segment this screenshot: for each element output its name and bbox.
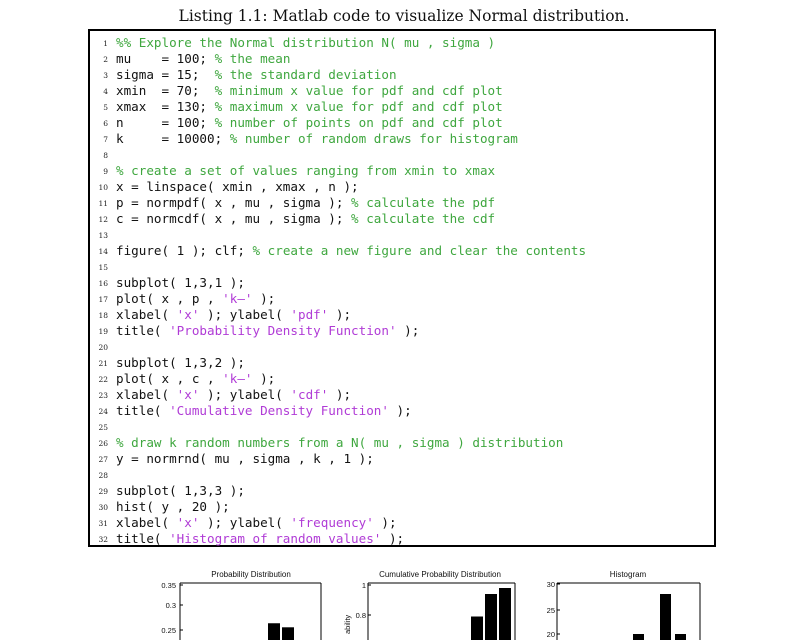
code-token-comment: % create a set of values ranging from xmin to xmax (116, 163, 496, 178)
y-tick-label: 0.8 (355, 611, 366, 620)
code-line (90, 35, 716, 51)
code-text (116, 291, 275, 307)
listing-caption: Listing 1.1: Matlab code to visualize Normal distribution. (178, 7, 630, 25)
code-token-plain: xlabel( (116, 387, 177, 402)
code-token-plain: xmin = 70; (116, 83, 215, 98)
histogram-bar (282, 627, 294, 640)
histogram-bar (499, 588, 511, 640)
code-line (90, 371, 716, 387)
code-token-string: 'pdf' (290, 307, 329, 322)
code-text (116, 499, 230, 515)
code-token-string: 'x' (176, 387, 200, 402)
line-number: 28 (98, 471, 108, 480)
code-token-plain: plot( x , c , (116, 371, 223, 386)
code-token-plain: ); (396, 323, 420, 338)
code-token-plain: sigma = 15; (116, 67, 215, 82)
code-line (90, 227, 716, 243)
code-token-comment: % number of points on pdf and cdf plot (214, 115, 503, 130)
code-text (116, 435, 563, 451)
code-token-comment: % maximum x value for pdf and cdf plot (214, 99, 503, 114)
line-number: 15 (98, 263, 108, 272)
code-text (116, 211, 495, 227)
code-token-comment: % minimum x value for pdf and cdf plot (214, 83, 503, 98)
code-line (90, 451, 716, 467)
code-line (90, 387, 716, 403)
histogram-bar (633, 634, 644, 640)
code-token-plain: ); (381, 531, 405, 546)
code-token-string: 'k—' (222, 371, 253, 386)
code-line (90, 275, 716, 291)
code-token-plain: ); ylabel( (199, 307, 291, 322)
code-token-string: 'Probability Density Function' (169, 323, 397, 338)
code-line (90, 195, 716, 211)
line-number: 25 (98, 423, 108, 432)
code-token-plain: title( (116, 531, 170, 546)
y-tick-label: 1 (361, 581, 366, 590)
y-tick-label: 0.35 (161, 581, 176, 590)
code-text (116, 307, 351, 323)
code-token-plain: subplot( 1,3,3 ); (116, 483, 245, 498)
code-text (116, 51, 290, 67)
code-text (116, 179, 359, 195)
histogram-bar (675, 634, 686, 640)
line-number: 19 (98, 327, 108, 336)
y-tick-label: 30 (546, 580, 555, 589)
code-line (90, 259, 716, 275)
code-token-comment: % the standard deviation (214, 67, 397, 82)
code-line (90, 131, 716, 147)
code-line (90, 291, 716, 307)
code-text (116, 99, 503, 115)
code-line (90, 355, 716, 371)
code-text (116, 371, 275, 387)
line-number: 5 (103, 103, 108, 112)
code-text (116, 515, 397, 531)
line-number: 27 (98, 455, 108, 464)
code-token-string: 'k—' (222, 291, 253, 306)
code-token-plain: p = normpdf( x , mu , sigma ); (116, 195, 352, 210)
chart-title: Cumulative Probability Distribution (379, 570, 501, 579)
code-line (90, 467, 716, 483)
code-line (90, 243, 716, 259)
line-number: 21 (98, 359, 108, 368)
line-number: 3 (103, 71, 108, 80)
line-number: 8 (103, 151, 108, 160)
code-token-plain: xlabel( (116, 515, 177, 530)
line-number: 31 (98, 519, 108, 528)
code-token-plain: ); (388, 403, 412, 418)
code-line (90, 435, 716, 451)
code-token-plain: mu = 100; (116, 51, 215, 66)
line-number: 11 (98, 199, 108, 208)
line-number: 6 (103, 119, 108, 128)
y-tick-label: 20 (546, 630, 555, 639)
code-token-plain: xmax = 130; (116, 99, 215, 114)
code-text (116, 387, 351, 403)
code-token-plain: c = normcdf( x , mu , sigma ); (116, 211, 352, 226)
code-text (116, 195, 495, 211)
code-token-comment: % calculate the cdf (351, 211, 496, 226)
code-listing (88, 29, 716, 547)
line-number: 23 (98, 391, 108, 400)
code-token-plain: ); (252, 371, 276, 386)
code-token-comment: % draw k random numbers from a N( mu , sigma ) distribution (116, 435, 564, 450)
code-token-plain: ); ylabel( (199, 387, 291, 402)
code-token-plain: ); (252, 291, 276, 306)
histogram-bar (471, 617, 483, 640)
code-line (90, 211, 716, 227)
line-number: 22 (98, 375, 108, 384)
histogram-bar (485, 594, 497, 640)
code-text (116, 243, 586, 259)
line-number: 1 (103, 39, 108, 48)
code-text (116, 451, 374, 467)
code-line (90, 83, 716, 99)
code-token-comment: % create a new figure and clear the contents (252, 243, 587, 258)
histogram-bar (268, 623, 280, 640)
code-line (90, 147, 716, 163)
code-text (116, 131, 518, 147)
code-token-plain: ); (373, 515, 397, 530)
code-token-plain: subplot( 1,3,2 ); (116, 355, 245, 370)
code-line (90, 163, 716, 179)
code-line (90, 403, 716, 419)
code-text (116, 275, 245, 291)
code-token-string: 'cdf' (290, 387, 329, 402)
code-line (90, 307, 716, 323)
code-token-comment: % calculate the pdf (351, 195, 496, 210)
code-text (116, 531, 404, 547)
code-token-plain: hist( y , 20 ); (116, 499, 230, 514)
code-text (116, 35, 495, 51)
code-line (90, 499, 716, 515)
code-text (116, 115, 503, 131)
line-number: 9 (103, 167, 108, 176)
code-token-plain: y = normrnd( mu , sigma , k , 1 ); (116, 451, 374, 466)
code-text (116, 67, 397, 83)
code-line (90, 515, 716, 531)
line-number: 7 (103, 135, 108, 144)
code-line (90, 531, 716, 547)
chart-title: Probability Distribution (211, 570, 291, 579)
y-tick-label: 0.25 (161, 626, 176, 635)
code-token-string: 'Histogram of random values' (169, 531, 382, 546)
code-token-plain: plot( x , p , (116, 291, 223, 306)
code-token-plain: subplot( 1,3,1 ); (116, 275, 245, 290)
line-number: 29 (98, 487, 108, 496)
plot-probability-distribution (0, 560, 808, 640)
code-line (90, 419, 716, 435)
code-token-plain: title( (116, 403, 170, 418)
code-line (90, 483, 716, 499)
code-text (116, 83, 503, 99)
code-token-comment: %% Explore the Normal distribution N( mu , sigma ) (116, 35, 496, 50)
line-number: 14 (98, 247, 108, 256)
line-number: 18 (98, 311, 108, 320)
code-line (90, 67, 716, 83)
line-number: 30 (98, 503, 108, 512)
line-number: 13 (98, 231, 108, 240)
code-text (116, 355, 245, 371)
line-number: 24 (98, 407, 108, 416)
code-text (116, 483, 245, 499)
code-line (90, 179, 716, 195)
code-line (90, 339, 716, 355)
code-line (90, 115, 716, 131)
y-tick-label: 0.3 (165, 601, 176, 610)
code-token-comment: % number of random draws for histogram (229, 131, 518, 146)
figure-strip (0, 560, 808, 640)
code-token-plain: x = linspace( xmin , xmax , n ); (116, 179, 359, 194)
line-number: 20 (98, 343, 108, 352)
code-token-plain: xlabel( (116, 307, 177, 322)
code-line (90, 323, 716, 339)
code-text (116, 163, 495, 179)
line-number: 4 (103, 87, 108, 96)
y-tick-label: 25 (546, 606, 555, 615)
line-number: 2 (103, 55, 108, 64)
code-token-plain: ); (328, 307, 352, 322)
code-token-string: 'x' (176, 307, 200, 322)
code-token-string: 'x' (176, 515, 200, 530)
line-number: 17 (98, 295, 108, 304)
code-token-plain: ); (328, 387, 352, 402)
line-number: 26 (98, 439, 108, 448)
code-line (90, 99, 716, 115)
chart-title: Histogram (609, 570, 647, 579)
line-number: 12 (98, 215, 108, 224)
code-token-plain: figure( 1 ); clf; (116, 243, 253, 258)
code-token-plain: title( (116, 323, 170, 338)
line-number: 32 (98, 535, 108, 544)
code-token-string: 'Cumulative Density Function' (169, 403, 389, 418)
code-text (116, 323, 419, 339)
line-number: 16 (98, 279, 108, 288)
line-number: 10 (98, 183, 108, 192)
y-axis-label: ability (343, 614, 352, 634)
code-token-string: 'frequency' (290, 515, 374, 530)
code-line (90, 51, 716, 67)
code-token-plain: ); ylabel( (199, 515, 291, 530)
code-token-plain: k = 10000; (116, 131, 230, 146)
code-text (116, 403, 412, 419)
code-token-comment: % the mean (214, 51, 291, 66)
code-token-plain: n = 100; (116, 115, 215, 130)
histogram-bar (660, 594, 671, 640)
